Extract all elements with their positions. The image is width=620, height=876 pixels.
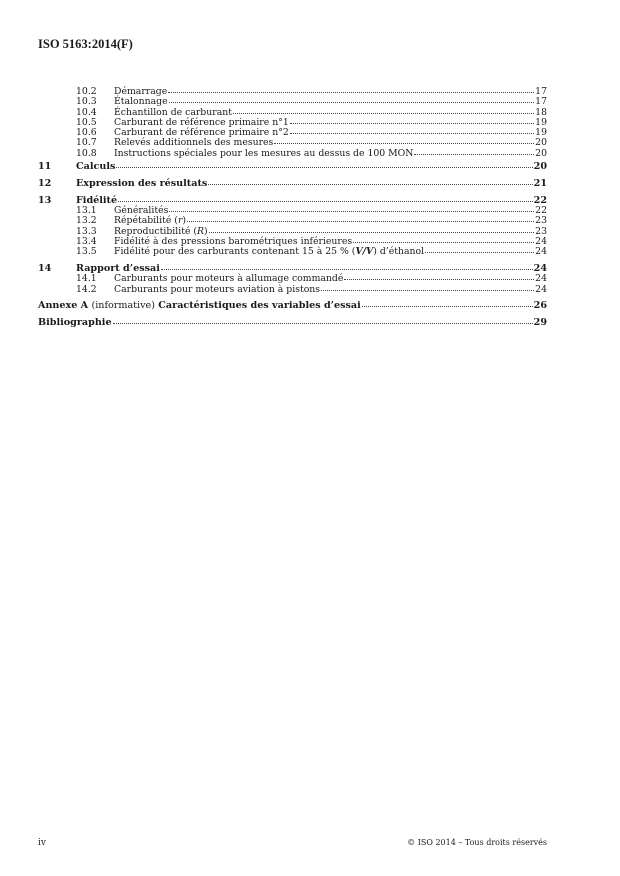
toc-leader-dots (425, 252, 534, 253)
toc-number: 11 (38, 161, 52, 173)
toc-page: 17 (535, 86, 547, 97)
annex-qualifier: (informative) (91, 300, 155, 312)
toc-leader-dots (169, 211, 534, 212)
toc-leader-dots (118, 201, 533, 202)
toc-page: 24 (535, 246, 547, 258)
table-of-contents (38, 87, 547, 328)
toc-title: Bibliographie (38, 317, 112, 329)
toc-page: 29 (533, 317, 547, 329)
toc-leader-dots (414, 154, 534, 155)
toc-page: 22 (533, 194, 547, 206)
toc-title (114, 247, 424, 257)
toc-page: 19 (535, 116, 547, 128)
toc-title (38, 301, 361, 311)
toc-title: Échantillon de carburant (114, 106, 232, 118)
toc-entry-annex-a[interactable] (38, 301, 547, 311)
toc-number: 10.5 (76, 116, 97, 128)
toc-title: Fidélité à des pressions barométriques inférieures (114, 235, 353, 247)
annex-title: Caractéristiques des variables d’essai (158, 300, 361, 312)
toc-leader-dots (321, 290, 534, 291)
toc-leader-dots (274, 143, 534, 144)
toc-page: 23 (535, 225, 547, 237)
toc-number: 14.2 (76, 283, 97, 295)
toc-title-text: Répétabilité ( (114, 215, 178, 227)
toc-entry-11[interactable] (38, 162, 547, 172)
toc-leader-dots (233, 113, 534, 114)
toc-page: 22 (535, 204, 547, 216)
toc-page: 24 (535, 273, 547, 285)
toc-title-text: Reproductibilité ( (114, 225, 198, 237)
toc-title: Relevés additionnels des mesures (114, 137, 274, 149)
toc-number: 10.2 (76, 86, 97, 97)
toc-number: 10.7 (76, 137, 97, 149)
toc-page: 20 (533, 161, 547, 173)
toc-title: Généralités (114, 204, 169, 216)
copyright-notice: © ISO 2014 – Tous droits réservés (407, 838, 547, 847)
toc-title: Carburant de référence primaire n°2 (114, 127, 289, 139)
toc-leader-dots (362, 306, 533, 307)
toc-leader-dots (161, 269, 533, 270)
toc-title: Carburants pour moteurs aviation à pistons (114, 283, 321, 295)
toc-page: 23 (535, 215, 547, 227)
toc-leader-dots (290, 133, 534, 134)
toc-number: 14.1 (76, 273, 97, 285)
document-header: ISO 5163:2014(F) (38, 37, 133, 51)
toc-leader-dots (290, 123, 534, 124)
toc-title: Carburant de référence primaire n°1 (114, 116, 289, 128)
toc-number: 12 (38, 177, 52, 189)
toc-page: 20 (535, 137, 547, 149)
toc-title: Étalonnage (114, 96, 168, 108)
toc-entry-14-1[interactable] (38, 274, 547, 284)
toc-page: 19 (535, 127, 547, 139)
toc-title: Rapport d’essai (76, 262, 160, 274)
toc-title-text: Fidélité pour des carburants contenant 15 à 25 % ( (114, 246, 356, 258)
toc-entry-12[interactable] (38, 179, 547, 189)
annex-label: Annexe A (38, 300, 89, 312)
toc-number: 10.3 (76, 96, 97, 108)
toc-page: 21 (533, 177, 547, 189)
toc-entry-bibliography[interactable] (38, 318, 547, 328)
toc-title-text: ) d’éthanol (373, 246, 425, 258)
toc-title: Carburants pour moteurs à allumage commandé (114, 273, 344, 285)
toc-number: 14 (38, 262, 52, 274)
toc-page: 18 (535, 106, 547, 118)
toc-leader-dots (169, 102, 535, 103)
toc-page: 24 (535, 235, 547, 247)
toc-number: 10.6 (76, 127, 97, 139)
toc-title: Calculs (76, 161, 116, 173)
toc-leader-dots (168, 92, 534, 93)
toc-title: Instructions spéciales pour les mesures au dessus de 100 MON (114, 147, 414, 159)
toc-leader-dots (344, 279, 534, 280)
toc-title: Démarrage (114, 86, 168, 97)
toc-leader-dots (208, 184, 532, 185)
toc-title-text: ) (182, 215, 187, 227)
toc-title: Fidélité (76, 194, 118, 206)
toc-title-symbol: V/V (355, 246, 374, 258)
toc-entry-13-5[interactable] (38, 247, 547, 257)
toc-number: 13 (38, 194, 52, 206)
toc-title-text: ) (204, 225, 208, 237)
toc-leader-dots (113, 323, 533, 324)
toc-leader-dots (116, 167, 532, 168)
toc-page: 20 (535, 147, 547, 159)
page-number: iv (38, 838, 46, 848)
toc-leader-dots (209, 232, 534, 233)
toc-title-symbol: R (197, 225, 205, 237)
toc-number: 13.2 (76, 215, 97, 227)
toc-page: 17 (535, 96, 547, 108)
toc-number: 13.1 (76, 204, 97, 216)
toc-page: 26 (533, 300, 547, 312)
toc-number: 10.4 (76, 106, 97, 118)
toc-page: 24 (533, 262, 547, 274)
toc-number: 13.4 (76, 235, 97, 247)
toc-entry-14-2[interactable] (38, 285, 547, 295)
toc-number: 13.5 (76, 246, 97, 258)
toc-leader-dots (187, 221, 534, 222)
toc-title-symbol: r (177, 215, 183, 227)
toc-title: Expression des résultats (76, 177, 208, 189)
toc-number: 10.8 (76, 147, 97, 159)
toc-number: 13.3 (76, 225, 97, 237)
toc-leader-dots (353, 242, 534, 243)
toc-page: 24 (535, 283, 547, 295)
toc-entry-10-8[interactable] (38, 149, 547, 159)
